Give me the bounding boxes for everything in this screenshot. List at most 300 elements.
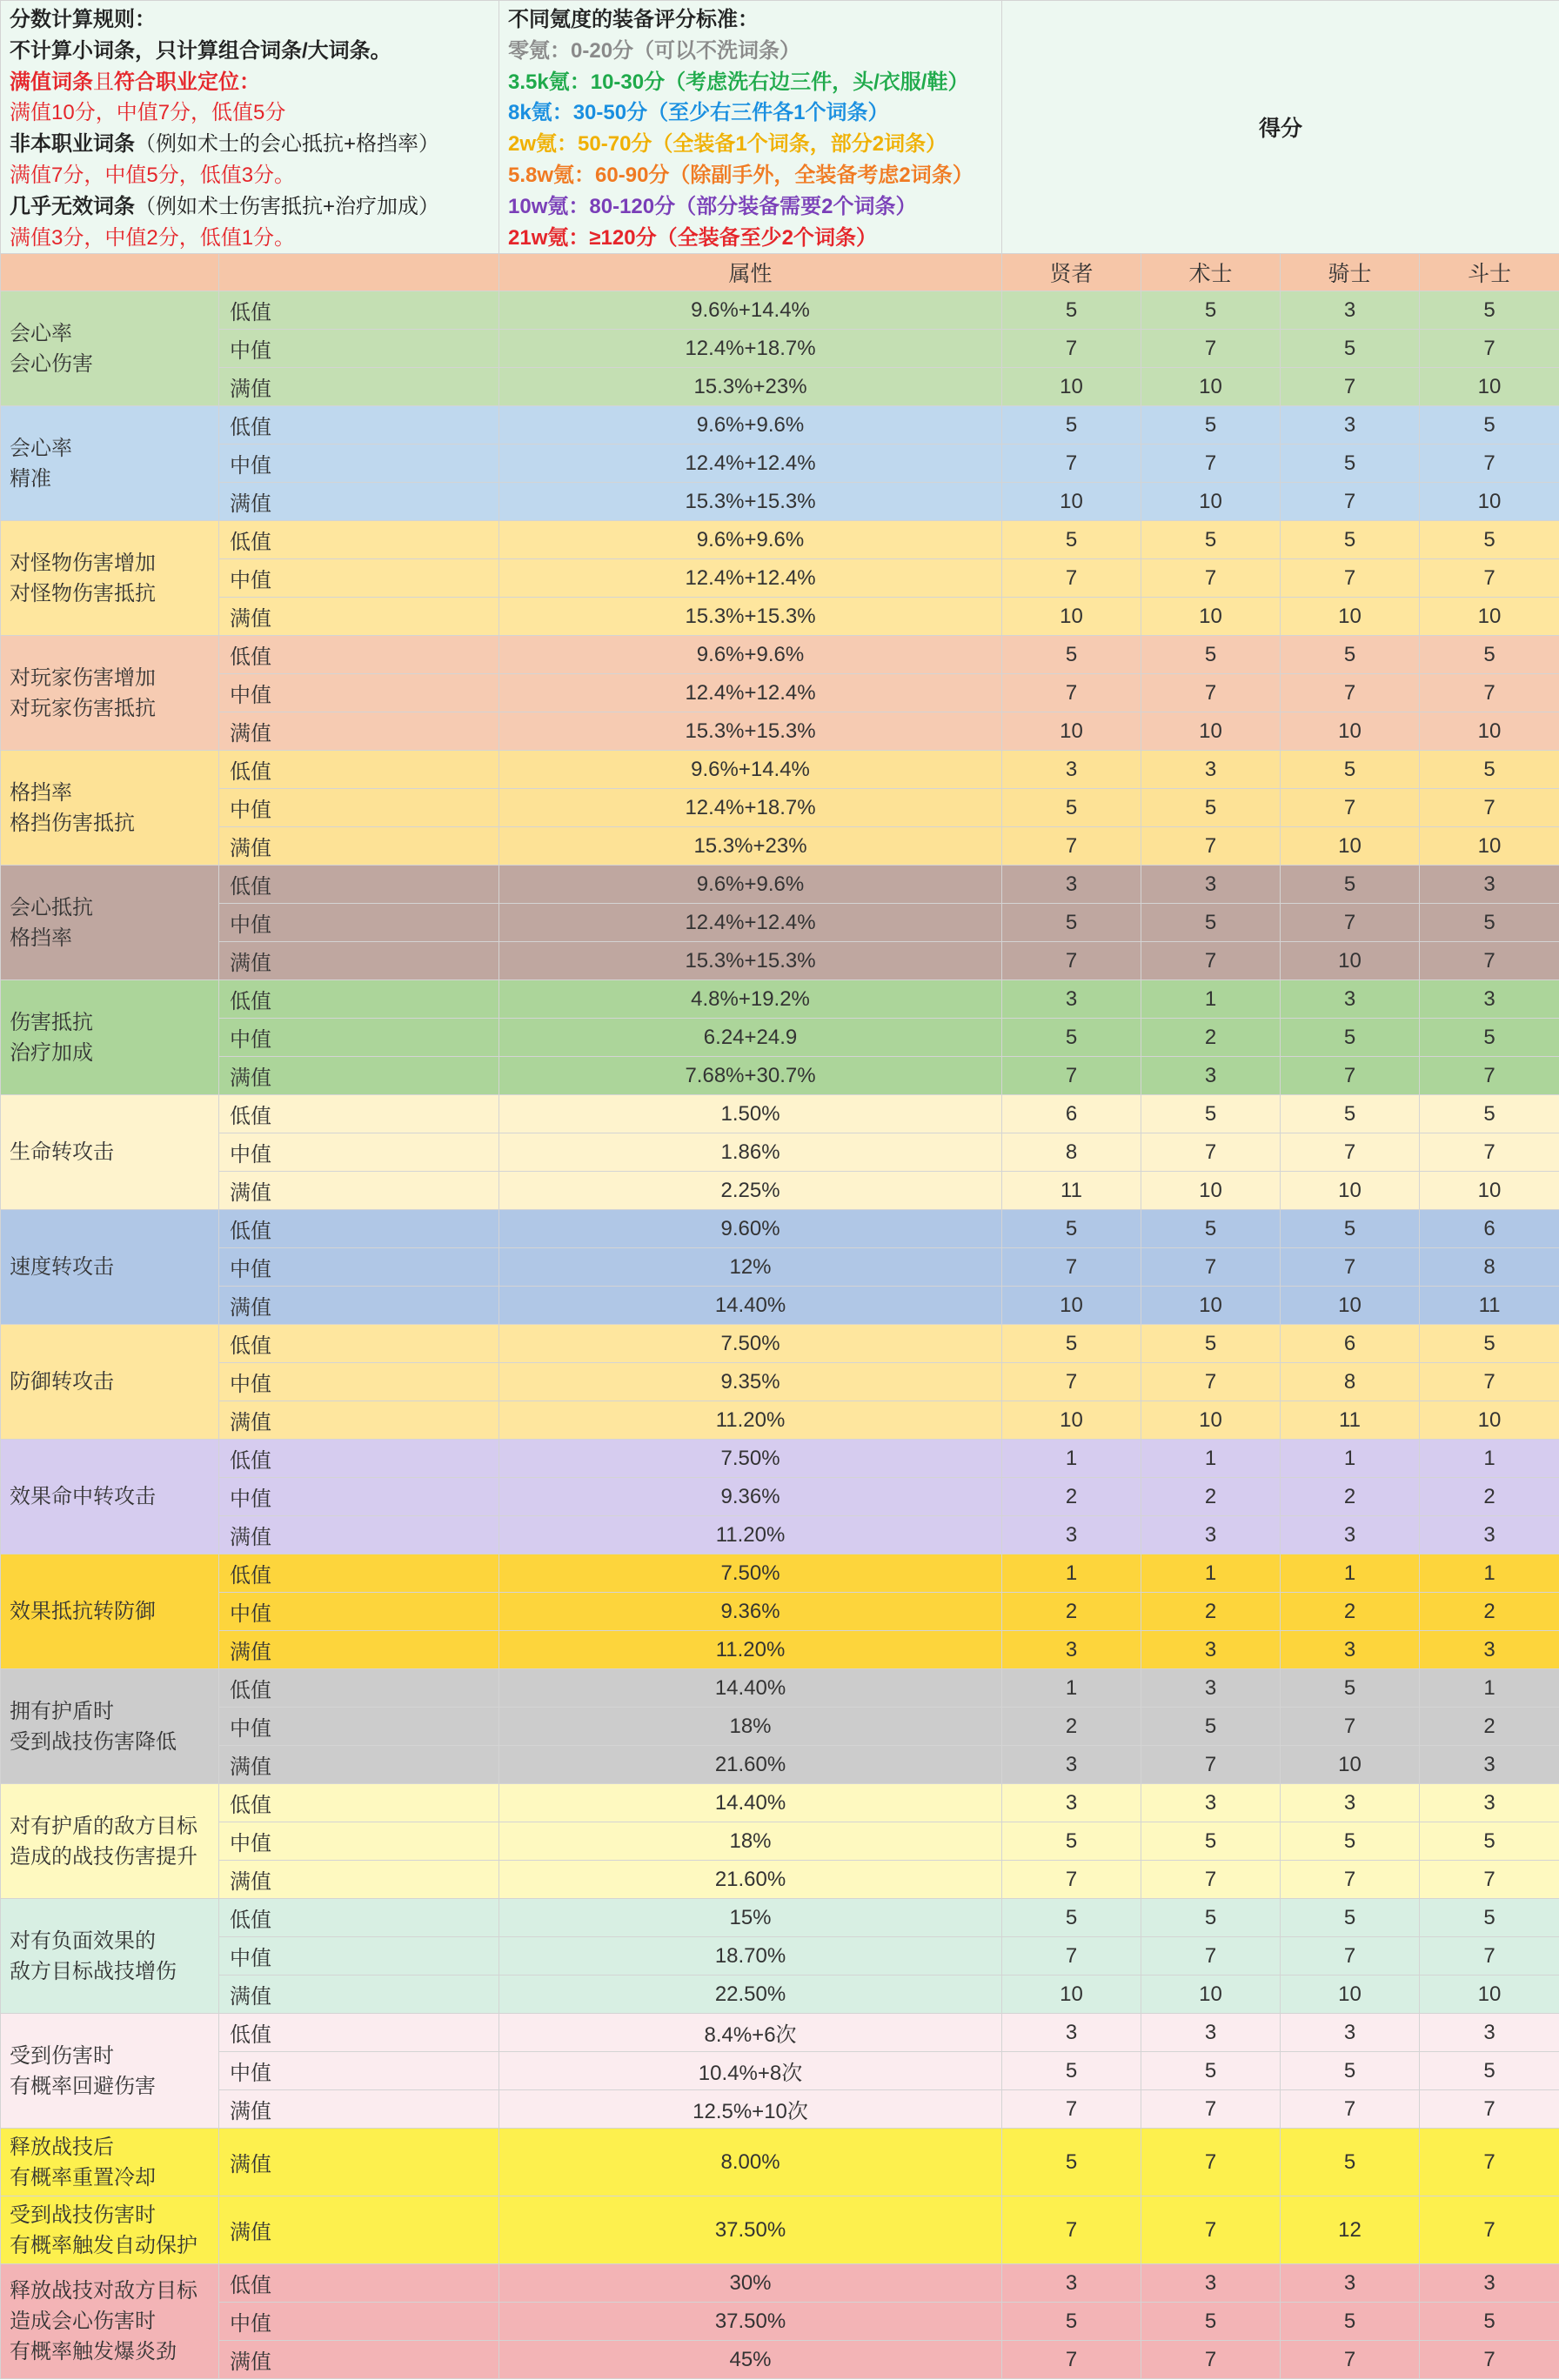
attribute-value-cell: 12.4%+12.4% — [499, 674, 1002, 712]
category-name: 对玩家伤害增加 — [10, 665, 156, 690]
attribute-value-cell: 18% — [499, 1708, 1002, 1746]
score-cell: 10 — [1420, 712, 1559, 751]
score-cell: 10 — [1002, 1976, 1141, 2014]
score-cell: 7 — [1281, 2341, 1420, 2379]
attribute-value-cell: 9.6%+14.4% — [499, 751, 1002, 789]
score-cell: 7 — [1141, 1363, 1281, 1401]
level-cell: 满值 — [219, 1172, 499, 1210]
rule-line — [10, 67, 492, 98]
score-cell: 5 — [1141, 1822, 1281, 1861]
score-cell: 3 — [1141, 2264, 1281, 2303]
score-cell: 5 — [1281, 521, 1420, 559]
table-row — [1, 1210, 1559, 1248]
score-cell: 3 — [1420, 2264, 1559, 2303]
level-cell: 低值 — [219, 521, 499, 559]
table-row — [1, 1325, 1559, 1363]
score-cell: 7 — [1141, 2196, 1281, 2264]
attribute-value-cell: 14.40% — [499, 1669, 1002, 1708]
score-cell: 5 — [1002, 904, 1141, 942]
category-cell — [1, 1554, 219, 1669]
score-cell: 7 — [1281, 674, 1420, 712]
category-name: 造成会心伤害时 — [10, 2310, 156, 2334]
category-name: 格挡率 — [10, 780, 72, 805]
level-cell: 低值 — [219, 1669, 499, 1708]
score-cell: 7 — [1002, 942, 1141, 980]
score-cell: 5 — [1002, 2129, 1141, 2196]
category-name: 释放战技对敌方目标 — [10, 2279, 197, 2303]
score-cell: 3 — [1002, 980, 1141, 1019]
score-cell: 5 — [1141, 789, 1281, 827]
score-cell: 7 — [1141, 1133, 1281, 1172]
category-name: 对有护盾的敌方目标 — [10, 1814, 197, 1838]
table-row — [1, 1095, 1559, 1133]
level-cell: 中值 — [219, 2303, 499, 2341]
score-cell: 3 — [1002, 1516, 1141, 1554]
score-cell: 3 — [1141, 1631, 1281, 1669]
level-cell: 满值 — [219, 368, 499, 406]
level-cell: 满值 — [219, 942, 499, 980]
score-cell: 3 — [1420, 1746, 1559, 1784]
score-cell: 1 — [1002, 1669, 1141, 1708]
table-row — [1, 2303, 1559, 2341]
score-cell: 3 — [1141, 866, 1281, 904]
score-cell: 6 — [1281, 1325, 1420, 1363]
score-cell: 5 — [1420, 1095, 1559, 1133]
attribute-value-cell: 12.5%+10次 — [499, 2090, 1002, 2129]
score-cell: 10 — [1141, 1287, 1281, 1325]
attribute-value-cell: 30% — [499, 2264, 1002, 2303]
score-cell: 5 — [1141, 1708, 1281, 1746]
level-cell: 中值 — [219, 330, 499, 368]
header-blank-level — [219, 254, 499, 291]
attribute-value-cell: 11.20% — [499, 1631, 1002, 1669]
score-cell: 5 — [1141, 406, 1281, 445]
score-cell: 7 — [1002, 1363, 1141, 1401]
score-cell: 3 — [1002, 751, 1141, 789]
level-cell: 低值 — [219, 1325, 499, 1363]
score-cell: 1 — [1420, 1554, 1559, 1593]
score-cell: 10 — [1141, 368, 1281, 406]
category-name: 拥有护盾时 — [10, 1699, 114, 1723]
level-cell: 低值 — [219, 751, 499, 789]
score-cell: 10 — [1281, 1287, 1420, 1325]
score-cell: 3 — [1420, 980, 1559, 1019]
attribute-value-cell: 37.50% — [499, 2196, 1002, 2264]
score-cell: 10 — [1281, 598, 1420, 636]
table-row — [1, 2052, 1559, 2090]
score-cell: 7 — [1420, 2129, 1559, 2196]
score-cell: 7 — [1420, 1133, 1559, 1172]
table-row — [1, 2341, 1559, 2379]
level-cell: 满值 — [219, 1976, 499, 2014]
table-row — [1, 1133, 1559, 1172]
score-cell: 1 — [1281, 1440, 1420, 1478]
score-cell: 7 — [1002, 1937, 1141, 1976]
score-cell: 7 — [1420, 1057, 1559, 1095]
category-name: 有概率重置冷却 — [10, 2165, 156, 2189]
score-cell: 7 — [1141, 1248, 1281, 1287]
category-name: 治疗加成 — [10, 1040, 93, 1065]
score-cell: 5 — [1420, 904, 1559, 942]
header-class-warlock: 术士 — [1141, 254, 1281, 291]
category-name: 敌方目标战技增伤 — [10, 1959, 177, 1983]
category-name: 生命转攻击 — [10, 1140, 114, 1165]
attribute-value-cell: 37.50% — [499, 2303, 1002, 2341]
category-cell — [1, 980, 219, 1095]
table-row — [1, 2014, 1559, 2052]
level-cell: 低值 — [219, 636, 499, 674]
score-cell: 7 — [1420, 789, 1559, 827]
rule-line — [10, 191, 492, 223]
category-cell — [1, 1784, 219, 1899]
attribute-value-cell: 9.6%+9.6% — [499, 521, 1002, 559]
table-row — [1, 1631, 1559, 1669]
level-cell: 低值 — [219, 2264, 499, 2303]
standard-line: 8k氪：30-50分（至少右三件各1个词条） — [508, 101, 889, 125]
score-cell: 7 — [1141, 2341, 1281, 2379]
score-cell: 5 — [1420, 751, 1559, 789]
score-cell: 5 — [1002, 291, 1141, 330]
score-cell: 3 — [1420, 2014, 1559, 2052]
score-cell: 7 — [1141, 1937, 1281, 1976]
score-cell: 5 — [1281, 1822, 1420, 1861]
level-cell: 中值 — [219, 1822, 499, 1861]
score-cell: 5 — [1002, 2303, 1141, 2341]
score-cell: 5 — [1420, 636, 1559, 674]
attribute-value-cell: 9.36% — [499, 1478, 1002, 1516]
level-cell: 满值 — [219, 2196, 499, 2264]
category-name: 对怪物伤害抵抗 — [10, 581, 156, 605]
score-cell: 10 — [1141, 598, 1281, 636]
attribute-value-cell: 18.70% — [499, 1937, 1002, 1976]
table-row — [1, 1669, 1559, 1708]
attribute-value-cell: 4.8%+19.2% — [499, 980, 1002, 1019]
attribute-value-cell: 9.60% — [499, 1210, 1002, 1248]
level-cell: 满值 — [219, 598, 499, 636]
table-row — [1, 2196, 1559, 2264]
category-cell — [1, 636, 219, 751]
score-cell: 7 — [1141, 330, 1281, 368]
table-row — [1, 2090, 1559, 2129]
standard-line: 21w氪：≥120分（全装备至少2个词条） — [508, 225, 877, 250]
score-cell: 1 — [1002, 1554, 1141, 1593]
category-name: 伤害抵抗 — [10, 1010, 93, 1034]
category-cell — [1, 1669, 219, 1784]
score-cell: 5 — [1281, 2052, 1420, 2090]
score-cell: 7 — [1002, 827, 1141, 866]
score-cell: 3 — [1002, 2264, 1141, 2303]
level-cell: 满值 — [219, 827, 499, 866]
level-cell: 满值 — [219, 1287, 499, 1325]
table-row — [1, 1172, 1559, 1210]
table-row — [1, 789, 1559, 827]
attribute-value-cell: 9.36% — [499, 1593, 1002, 1631]
attribute-value-cell: 15.3%+23% — [499, 368, 1002, 406]
score-cell: 7 — [1281, 559, 1420, 598]
score-cell: 5 — [1281, 1095, 1420, 1133]
standard-line: 零氪：0-20分（可以不洗词条） — [508, 38, 801, 63]
attribute-value-cell: 9.6%+9.6% — [499, 636, 1002, 674]
score-cell: 8 — [1281, 1363, 1420, 1401]
score-cell: 5 — [1420, 2052, 1559, 2090]
score-cell: 5 — [1420, 1325, 1559, 1363]
score-cell: 5 — [1420, 1019, 1559, 1057]
score-cell: 5 — [1281, 1019, 1420, 1057]
category-name: 效果抵抗转防御 — [10, 1600, 156, 1624]
score-cell: 10 — [1002, 598, 1141, 636]
level-cell: 中值 — [219, 445, 499, 483]
score-cell: 11 — [1002, 1172, 1141, 1210]
category-name: 有概率触发自动保护 — [10, 2233, 197, 2257]
level-cell: 中值 — [219, 1937, 499, 1976]
score-cell: 2 — [1141, 1593, 1281, 1631]
category-name: 会心伤害 — [10, 351, 93, 376]
score-cell: 7 — [1002, 2341, 1141, 2379]
attribute-value-cell: 12.4%+12.4% — [499, 559, 1002, 598]
category-cell — [1, 1440, 219, 1554]
attribute-value-cell: 12% — [499, 1248, 1002, 1287]
table-row — [1, 866, 1559, 904]
score-cell: 8 — [1420, 1248, 1559, 1287]
attribute-value-cell: 7.50% — [499, 1440, 1002, 1478]
table-row — [1, 559, 1559, 598]
attribute-value-cell: 15.3%+15.3% — [499, 598, 1002, 636]
score-cell: 1 — [1141, 1554, 1281, 1593]
attribute-value-cell: 7.50% — [499, 1554, 1002, 1593]
level-cell: 满值 — [219, 1861, 499, 1899]
score-cell: 3 — [1420, 1784, 1559, 1822]
score-cell: 7 — [1420, 2341, 1559, 2379]
score-cell: 3 — [1002, 1784, 1141, 1822]
score-cell: 7 — [1281, 368, 1420, 406]
attribute-value-cell: 1.86% — [499, 1133, 1002, 1172]
category-cell — [1, 1210, 219, 1325]
score-cell: 5 — [1141, 2303, 1281, 2341]
score-cell: 10 — [1141, 483, 1281, 521]
rule-line: 不计算小词条，只计算组合词条/大词条。 — [10, 38, 391, 63]
category-cell — [1, 1095, 219, 1210]
level-cell: 低值 — [219, 1095, 499, 1133]
score-cell: 2 — [1002, 1708, 1141, 1746]
score-cell: 10 — [1141, 1401, 1281, 1440]
level-cell: 低值 — [219, 1784, 499, 1822]
category-cell — [1, 2129, 219, 2196]
level-cell: 低值 — [219, 1210, 499, 1248]
level-cell: 满值 — [219, 712, 499, 751]
rule-line-part: 非本职业词条 — [10, 132, 135, 157]
score-cell: 7 — [1141, 2090, 1281, 2129]
score-cell: 3 — [1281, 1784, 1420, 1822]
score-cell: 3 — [1141, 2014, 1281, 2052]
table-row — [1, 1019, 1559, 1057]
score-cell: 3 — [1141, 1057, 1281, 1095]
standard-line: 3.5k氪：10-30分（考虑洗右边三件，头/衣服/鞋） — [508, 70, 969, 94]
table-row — [1, 1899, 1559, 1937]
score-cell: 7 — [1002, 1248, 1141, 1287]
level-cell: 满值 — [219, 1746, 499, 1784]
attribute-value-cell: 22.50% — [499, 1976, 1002, 2014]
standard-line: 不同氪度的装备评分标准： — [508, 8, 759, 31]
rule-line — [10, 129, 492, 160]
score-cell: 7 — [1420, 330, 1559, 368]
category-cell — [1, 866, 219, 980]
score-cell: 5 — [1281, 751, 1420, 789]
rule-line-part: 且 — [93, 70, 114, 94]
score-cell: 1 — [1420, 1440, 1559, 1478]
attribute-value-cell: 6.24+24.9 — [499, 1019, 1002, 1057]
table-row — [1, 1784, 1559, 1822]
score-cell: 7 — [1281, 1708, 1420, 1746]
standard-line: 2w氪：50-70分（全装备1个词条，部分2词条） — [508, 132, 947, 157]
attribute-value-cell: 14.40% — [499, 1287, 1002, 1325]
score-cell: 5 — [1141, 2052, 1281, 2090]
rule-line-part: 满值词条 — [10, 70, 93, 94]
level-cell: 中值 — [219, 1708, 499, 1746]
score-cell: 10 — [1141, 1172, 1281, 1210]
score-cell: 7 — [1281, 1937, 1420, 1976]
table-row — [1, 904, 1559, 942]
table-row — [1, 1976, 1559, 2014]
level-cell: 满值 — [219, 2341, 499, 2379]
header-blank-category — [1, 254, 219, 291]
score-cell: 5 — [1420, 406, 1559, 445]
score-cell: 3 — [1281, 2264, 1420, 2303]
score-cell: 7 — [1281, 1861, 1420, 1899]
attribute-value-cell: 12.4%+12.4% — [499, 904, 1002, 942]
score-cell: 7 — [1141, 559, 1281, 598]
score-cell: 10 — [1281, 1172, 1420, 1210]
attribute-value-cell: 8.4%+6次 — [499, 2014, 1002, 2052]
score-cell: 10 — [1002, 1287, 1141, 1325]
table-row — [1, 1746, 1559, 1784]
score-cell: 3 — [1141, 1516, 1281, 1554]
category-name: 有概率回避伤害 — [10, 2074, 156, 2098]
score-cell: 5 — [1141, 636, 1281, 674]
category-cell — [1, 751, 219, 866]
score-cell: 7 — [1281, 483, 1420, 521]
level-cell: 中值 — [219, 1019, 499, 1057]
attribute-value-cell: 12.4%+12.4% — [499, 445, 1002, 483]
score-cell: 5 — [1002, 1325, 1141, 1363]
attribute-value-cell: 8.00% — [499, 2129, 1002, 2196]
score-cell: 7 — [1281, 1133, 1420, 1172]
score-cell: 7 — [1281, 2090, 1420, 2129]
rule-line-part: （例如术士伤害抵抗+治疗加成） — [135, 194, 440, 218]
score-cell: 7 — [1281, 904, 1420, 942]
score-cell: 3 — [1281, 980, 1420, 1019]
level-cell: 低值 — [219, 1899, 499, 1937]
rule-line: 分数计算规则： — [10, 8, 156, 31]
scoring-rules-cell — [1, 1, 499, 254]
table-row — [1, 1861, 1559, 1899]
score-cell: 5 — [1420, 521, 1559, 559]
category-name: 受到伤害时 — [10, 2043, 114, 2068]
score-cell: 7 — [1141, 674, 1281, 712]
level-cell: 中值 — [219, 1478, 499, 1516]
table-row — [1, 1057, 1559, 1095]
category-name: 有概率触发爆炎劲 — [10, 2340, 177, 2364]
rule-line-part: 符合职业定位： — [114, 70, 260, 94]
table-row — [1, 445, 1559, 483]
score-cell: 5 — [1002, 789, 1141, 827]
score-cell: 2 — [1420, 1593, 1559, 1631]
level-cell: 低值 — [219, 2014, 499, 2052]
category-name: 会心率 — [10, 321, 72, 345]
table-row — [1, 2129, 1559, 2196]
category-name: 效果命中转攻击 — [10, 1485, 156, 1509]
score-cell: 7 — [1141, 445, 1281, 483]
column-header-row — [1, 254, 1559, 291]
score-cell: 3 — [1002, 1746, 1141, 1784]
score-cell: 5 — [1420, 291, 1559, 330]
category-name: 会心率 — [10, 436, 72, 460]
attribute-value-cell: 9.6%+14.4% — [499, 291, 1002, 330]
score-cell: 7 — [1002, 1057, 1141, 1095]
level-cell: 中值 — [219, 2052, 499, 2090]
level-cell: 中值 — [219, 789, 499, 827]
level-cell: 低值 — [219, 980, 499, 1019]
category-cell — [1, 2196, 219, 2264]
score-cell: 6 — [1420, 1210, 1559, 1248]
attribute-value-cell: 15.3%+23% — [499, 827, 1002, 866]
score-cell: 10 — [1281, 1976, 1420, 2014]
attribute-value-cell: 15.3%+15.3% — [499, 483, 1002, 521]
attribute-value-cell: 11.20% — [499, 1401, 1002, 1440]
score-cell: 5 — [1420, 1822, 1559, 1861]
score-cell: 1 — [1141, 980, 1281, 1019]
score-cell: 10 — [1002, 368, 1141, 406]
table-row — [1, 291, 1559, 330]
table-row — [1, 330, 1559, 368]
score-cell: 5 — [1002, 636, 1141, 674]
score-cell: 7 — [1281, 789, 1420, 827]
score-cell: 2 — [1141, 1478, 1281, 1516]
score-cell: 3 — [1002, 1631, 1141, 1669]
attribute-value-cell: 12.4%+18.7% — [499, 330, 1002, 368]
rule-line: 满值3分，中值2分，低值1分。 — [10, 225, 296, 250]
score-cell: 11 — [1281, 1401, 1420, 1440]
score-cell: 5 — [1281, 330, 1420, 368]
score-cell: 7 — [1002, 559, 1141, 598]
score-cell: 5 — [1141, 1325, 1281, 1363]
table-row — [1, 636, 1559, 674]
tier-standards-cell — [499, 1, 1002, 254]
attribute-value-cell: 2.25% — [499, 1172, 1002, 1210]
category-cell — [1, 1899, 219, 2014]
rule-line: 满值10分，中值7分，低值5分 — [10, 101, 286, 125]
score-cell: 5 — [1281, 1899, 1420, 1937]
score-cell: 5 — [1002, 406, 1141, 445]
score-cell: 5 — [1420, 2303, 1559, 2341]
score-cell: 3 — [1141, 751, 1281, 789]
attribute-value-cell: 15.3%+15.3% — [499, 942, 1002, 980]
level-cell: 低值 — [219, 866, 499, 904]
level-cell: 满值 — [219, 1057, 499, 1095]
score-cell: 10 — [1420, 827, 1559, 866]
score-cell: 5 — [1141, 521, 1281, 559]
score-cell: 1 — [1141, 1440, 1281, 1478]
attribute-value-cell: 21.60% — [499, 1746, 1002, 1784]
score-cell: 7 — [1281, 1248, 1420, 1287]
score-cell: 7 — [1420, 2196, 1559, 2264]
score-cell: 2 — [1420, 1478, 1559, 1516]
score-cell: 10 — [1281, 1746, 1420, 1784]
level-cell: 中值 — [219, 1593, 499, 1631]
table-row — [1, 1248, 1559, 1287]
score-cell: 5 — [1281, 445, 1420, 483]
score-cell: 5 — [1141, 1095, 1281, 1133]
category-name: 格挡伤害抵抗 — [10, 811, 135, 835]
